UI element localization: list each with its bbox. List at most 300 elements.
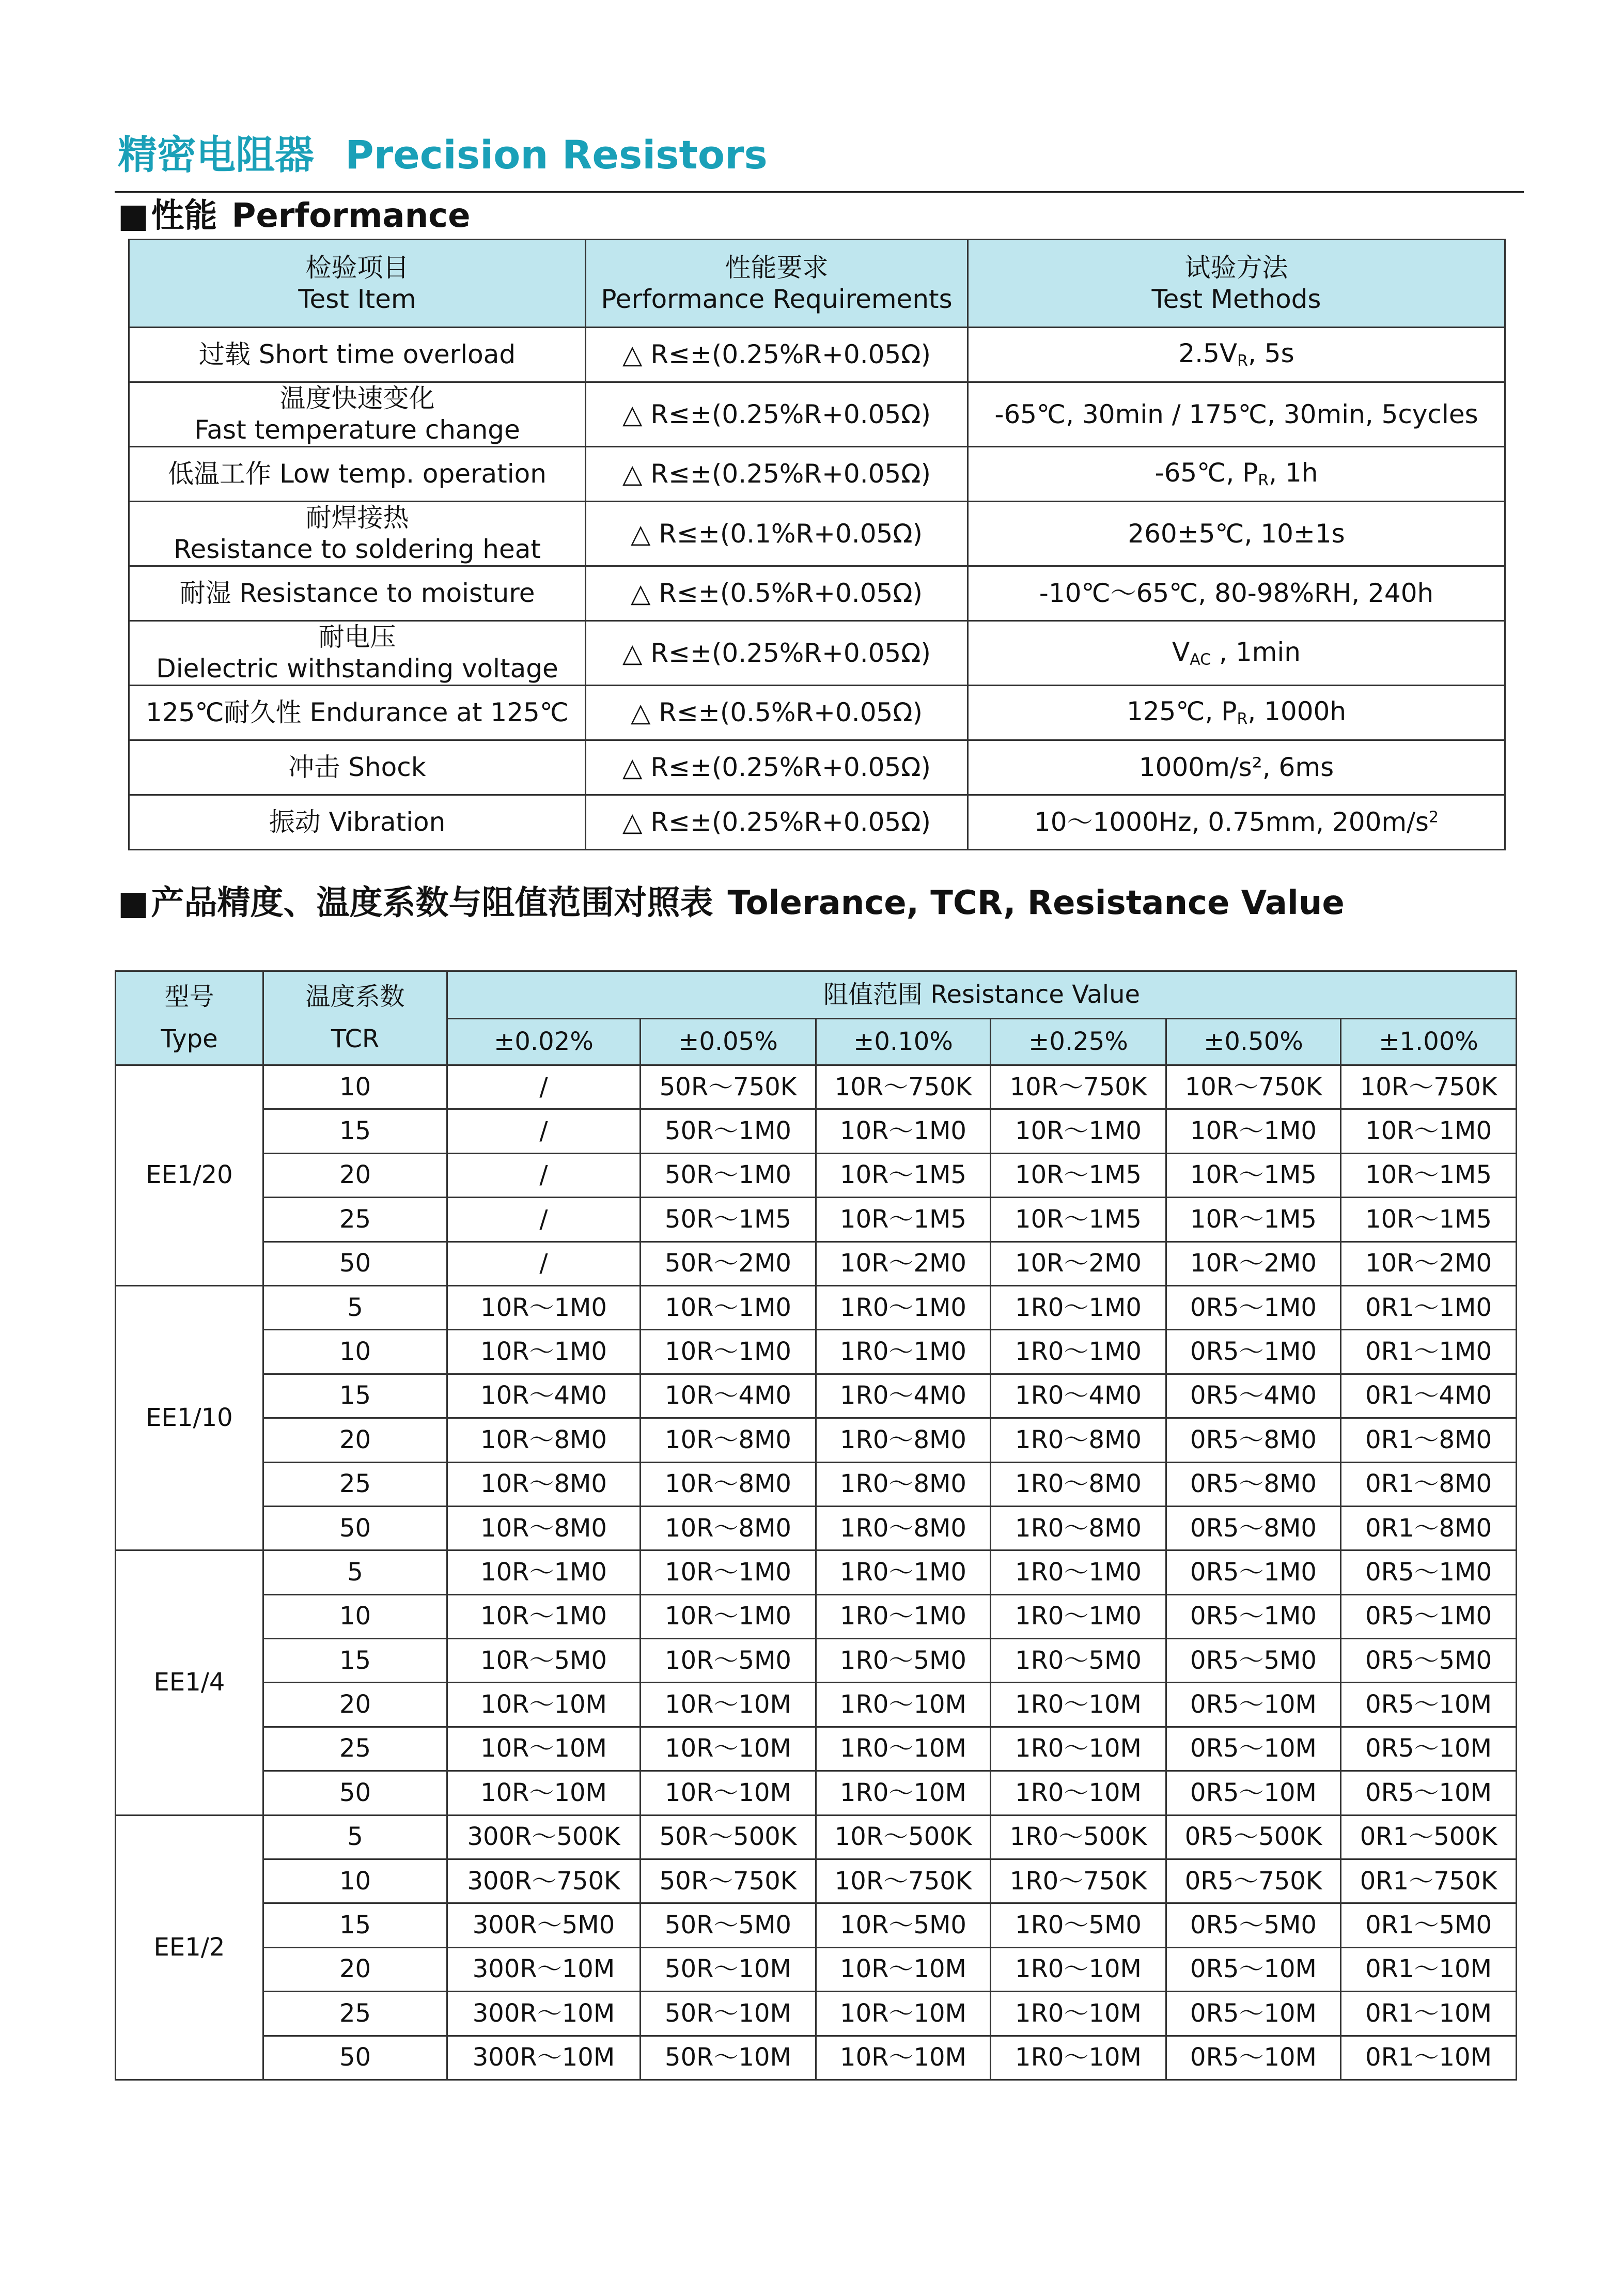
resistance-range-cell: 10R～500K bbox=[816, 1815, 991, 1859]
test-item-cell bbox=[129, 740, 586, 795]
col-test-item bbox=[129, 240, 586, 328]
performance-heading bbox=[118, 197, 471, 235]
tcr-cell: 10 bbox=[263, 1065, 447, 1109]
test-method-post: , 1000h bbox=[1247, 696, 1347, 727]
performance-table bbox=[128, 239, 1506, 850]
requirement-cell: △ R≤±(0.1%R+0.05Ω) bbox=[586, 502, 968, 566]
page-title-en: Precision Resistors bbox=[345, 132, 768, 178]
resistance-range-cell: 10R～8M0 bbox=[641, 1506, 816, 1550]
resistance-range-cell: 10R～750K bbox=[1166, 1065, 1341, 1109]
col-tolerance: ±0.02% bbox=[447, 1019, 641, 1065]
resistance-range-cell: 10R～8M0 bbox=[447, 1506, 641, 1550]
resistance-range-cell: 0R5～8M0 bbox=[1166, 1418, 1341, 1462]
table-row bbox=[129, 621, 1505, 686]
resistance-range-cell: 1R0～10M bbox=[991, 1683, 1166, 1727]
table-row bbox=[129, 328, 1505, 382]
tcr-cell: 20 bbox=[263, 1947, 447, 1991]
resistance-range-cell: 0R5～1M0 bbox=[1166, 1594, 1341, 1638]
col-resistance-range: 阻值范围 Resistance Value bbox=[447, 971, 1517, 1019]
resistance-range-cell: 10R～1M5 bbox=[1166, 1198, 1341, 1242]
test-item-en: Short time overload bbox=[258, 339, 516, 369]
resistance-range-cell: 10R～1M0 bbox=[991, 1109, 1166, 1153]
resistance-range-cell: 0R1～750K bbox=[1341, 1859, 1517, 1903]
resistance-range-cell: 10R～8M0 bbox=[447, 1418, 641, 1462]
resistance-range-cell: 10R～1M5 bbox=[991, 1153, 1166, 1197]
test-item-cn: 耐电压 bbox=[318, 622, 396, 652]
resistance-range-cell: 10R～750K bbox=[991, 1065, 1166, 1109]
resistance-range-cell: 10R～1M5 bbox=[1341, 1153, 1517, 1197]
col-test-methods bbox=[968, 240, 1505, 328]
test-method-sub: AC bbox=[1190, 650, 1211, 669]
resistance-range-cell: 0R5～500K bbox=[1166, 1815, 1341, 1859]
resistance-range-cell: 0R5～10M bbox=[1341, 1727, 1517, 1771]
table-row bbox=[129, 686, 1505, 740]
resistance-range-cell: 50R～2M0 bbox=[641, 1242, 816, 1285]
tcr-cell: 50 bbox=[263, 1771, 447, 1815]
table-row bbox=[116, 1992, 1517, 2036]
table-row bbox=[116, 1683, 1517, 1727]
tcr-cell: 50 bbox=[263, 1242, 447, 1285]
resistance-range-cell: 1R0～10M bbox=[816, 1771, 991, 1815]
resistance-range-cell: 0R1～1M0 bbox=[1341, 1330, 1517, 1374]
requirement-cell: △ R≤±(0.25%R+0.05Ω) bbox=[586, 447, 968, 502]
tcr-cell: 25 bbox=[263, 1992, 447, 2036]
tcr-cell: 25 bbox=[263, 1198, 447, 1242]
tcr-cell: 20 bbox=[263, 1683, 447, 1727]
resistance-range-cell: 10R～2M0 bbox=[991, 1242, 1166, 1285]
table-row bbox=[116, 1815, 1517, 1859]
resistance-range-cell: 0R5～10M bbox=[1166, 1683, 1341, 1727]
col-type-cn: 型号 bbox=[164, 982, 214, 1011]
resistance-range-cell: 10R～10M bbox=[816, 1992, 991, 2036]
tcr-cell: 15 bbox=[263, 1639, 447, 1683]
resistance-range-cell: 1R0～8M0 bbox=[991, 1462, 1166, 1506]
section-marker: ■ bbox=[118, 197, 149, 235]
table-row bbox=[116, 1418, 1517, 1462]
resistance-range-cell: 10R～1M0 bbox=[1166, 1109, 1341, 1153]
test-method-sub: R bbox=[1237, 352, 1248, 370]
resistance-range-cell: 1R0～5M0 bbox=[991, 1639, 1166, 1683]
test-item-cell bbox=[129, 328, 586, 382]
test-method-pre: -65℃, P bbox=[1154, 458, 1258, 488]
resistance-range-cell: 10R～10M bbox=[816, 1947, 991, 1991]
resistance-range-cell: 0R5～5M0 bbox=[1166, 1903, 1341, 1947]
col-requirements bbox=[586, 240, 968, 328]
resistance-range-cell: 0R5～1M0 bbox=[1166, 1330, 1341, 1374]
col-test-methods-en: Test Methods bbox=[1151, 284, 1321, 314]
resistance-range-cell: 1R0～10M bbox=[991, 1947, 1166, 1991]
tolerance-table bbox=[115, 970, 1517, 2081]
performance-body bbox=[129, 328, 1505, 850]
resistance-range-cell: 1R0～10M bbox=[991, 1727, 1166, 1771]
resistance-range-cell: / bbox=[447, 1065, 641, 1109]
resistance-range-cell: 10R～8M0 bbox=[641, 1418, 816, 1462]
tcr-cell: 50 bbox=[263, 2036, 447, 2080]
test-item-en: Dielectric withstanding voltage bbox=[156, 654, 558, 684]
performance-header-row bbox=[129, 240, 1505, 328]
resistance-range-cell: 300R～10M bbox=[447, 1947, 641, 1991]
resistance-range-cell: 300R～500K bbox=[447, 1815, 641, 1859]
resistance-range-cell: 0R5～10M bbox=[1166, 1771, 1341, 1815]
resistance-range-cell: / bbox=[447, 1242, 641, 1285]
resistance-range-cell: 1R0～10M bbox=[816, 1683, 991, 1727]
resistance-range-cell: 0R1～10M bbox=[1341, 1947, 1517, 1991]
table-row bbox=[116, 1242, 1517, 1285]
resistance-range-cell: 10R～1M0 bbox=[447, 1550, 641, 1594]
resistance-range-cell: 50R～750K bbox=[641, 1859, 816, 1903]
table-row bbox=[116, 1639, 1517, 1683]
resistance-range-cell: 1R0～1M0 bbox=[991, 1550, 1166, 1594]
test-method-cell bbox=[968, 686, 1505, 740]
resistance-range-cell: / bbox=[447, 1109, 641, 1153]
resistance-range-cell: 10R～1M5 bbox=[816, 1198, 991, 1242]
test-method-pre: 260±5℃, 10±1s bbox=[1128, 518, 1345, 549]
tolerance-heading-en: Tolerance, TCR, Resistance Value bbox=[727, 884, 1345, 922]
table-row bbox=[129, 447, 1505, 502]
resistance-range-cell: 10R～5M0 bbox=[816, 1903, 991, 1947]
col-tolerance: ±0.50% bbox=[1166, 1019, 1341, 1065]
test-item-cn: 125℃耐久性 bbox=[146, 697, 302, 727]
resistance-range-cell: 50R～1M0 bbox=[641, 1153, 816, 1197]
test-item-cell bbox=[129, 621, 586, 686]
resistance-range-cell: 300R～5M0 bbox=[447, 1903, 641, 1947]
test-method-sub: R bbox=[1258, 471, 1269, 490]
table-row bbox=[129, 740, 1505, 795]
table-row bbox=[116, 1330, 1517, 1374]
test-item-cell bbox=[129, 686, 586, 740]
section-marker: ■ bbox=[118, 884, 149, 922]
test-item-cell bbox=[129, 382, 586, 447]
tcr-cell: 25 bbox=[263, 1462, 447, 1506]
tcr-cell: 15 bbox=[263, 1903, 447, 1947]
tolerance-heading bbox=[118, 884, 1345, 922]
resistance-range-cell: 10R～1M0 bbox=[641, 1285, 816, 1329]
tcr-cell: 15 bbox=[263, 1109, 447, 1153]
test-method-sup: 2 bbox=[1428, 808, 1439, 827]
resistance-range-cell: 0R1～8M0 bbox=[1341, 1462, 1517, 1506]
resistance-range-cell: 0R1～10M bbox=[1341, 1992, 1517, 2036]
resistance-range-cell: 1R0～750K bbox=[991, 1859, 1166, 1903]
resistance-range-cell: 10R～2M0 bbox=[1166, 1242, 1341, 1285]
table-row bbox=[116, 1594, 1517, 1638]
resistance-range-cell: 1R0～1M0 bbox=[991, 1330, 1166, 1374]
tcr-cell: 5 bbox=[263, 1815, 447, 1859]
test-method-cell bbox=[968, 382, 1505, 447]
resistance-range-cell: 0R5～8M0 bbox=[1166, 1462, 1341, 1506]
resistance-range-cell: 0R5～10M bbox=[1166, 1727, 1341, 1771]
test-method-cell bbox=[968, 795, 1505, 850]
test-item-en: Resistance to soldering heat bbox=[174, 534, 541, 564]
title-divider bbox=[115, 191, 1524, 193]
resistance-range-cell: 1R0～8M0 bbox=[816, 1418, 991, 1462]
test-method-pre: V bbox=[1172, 637, 1190, 667]
tcr-cell: 25 bbox=[263, 1727, 447, 1771]
tolerance-body bbox=[116, 1065, 1517, 2080]
test-method-pre: 10～1000Hz, 0.75mm, 200m/s bbox=[1034, 807, 1429, 837]
test-method-pre: -65℃, 30min / 175℃, 30min, 5cycles bbox=[994, 399, 1478, 429]
table-row bbox=[116, 1903, 1517, 1947]
table-row bbox=[116, 1506, 1517, 1550]
resistance-range-cell: 10R～750K bbox=[816, 1859, 991, 1903]
resistance-range-cell: 10R～1M0 bbox=[447, 1594, 641, 1638]
test-method-pre: 1000m/s², 6ms bbox=[1138, 752, 1334, 782]
requirement-cell: △ R≤±(0.5%R+0.05Ω) bbox=[586, 686, 968, 740]
resistance-range-cell: 0R5～10M bbox=[1166, 1992, 1341, 2036]
resistance-range-cell: 0R5～5M0 bbox=[1341, 1639, 1517, 1683]
resistance-range-cell: 10R～1M5 bbox=[816, 1153, 991, 1197]
resistance-range-cell: 0R5～4M0 bbox=[1166, 1374, 1341, 1418]
test-item-cell bbox=[129, 795, 586, 850]
resistance-range-cell: 0R1～8M0 bbox=[1341, 1418, 1517, 1462]
resistance-range-cell: 50R～500K bbox=[641, 1815, 816, 1859]
type-cell: EE1/10 bbox=[116, 1285, 263, 1550]
table-row bbox=[116, 1153, 1517, 1197]
test-item-cell bbox=[129, 447, 586, 502]
resistance-range-cell: 10R～8M0 bbox=[447, 1462, 641, 1506]
resistance-range-cell: 50R～10M bbox=[641, 1947, 816, 1991]
resistance-range-cell: 50R～5M0 bbox=[641, 1903, 816, 1947]
requirement-cell: △ R≤±(0.25%R+0.05Ω) bbox=[586, 795, 968, 850]
col-tcr bbox=[263, 971, 447, 1065]
tcr-cell: 5 bbox=[263, 1285, 447, 1329]
table-row bbox=[116, 1198, 1517, 1242]
table-row bbox=[129, 502, 1505, 566]
type-cell: EE1/20 bbox=[116, 1065, 263, 1286]
resistance-range-cell: 10R～1M0 bbox=[641, 1550, 816, 1594]
resistance-range-cell: 300R～750K bbox=[447, 1859, 641, 1903]
test-method-cell bbox=[968, 621, 1505, 686]
resistance-range-cell: 1R0～1M0 bbox=[991, 1285, 1166, 1329]
resistance-range-cell: / bbox=[447, 1153, 641, 1197]
resistance-range-cell: 0R5～10M bbox=[1341, 1771, 1517, 1815]
test-item-en: Low temp. operation bbox=[279, 459, 547, 489]
resistance-range-cell: 10R～1M0 bbox=[641, 1594, 816, 1638]
resistance-range-cell: 0R1～8M0 bbox=[1341, 1506, 1517, 1550]
col-type bbox=[116, 971, 263, 1065]
requirement-cell: △ R≤±(0.25%R+0.05Ω) bbox=[586, 328, 968, 382]
resistance-range-cell: 1R0～8M0 bbox=[816, 1506, 991, 1550]
resistance-range-cell: 1R0～1M0 bbox=[816, 1594, 991, 1638]
resistance-range-cell: 10R～750K bbox=[1341, 1065, 1517, 1109]
resistance-range-cell: 10R～10M bbox=[447, 1727, 641, 1771]
performance-heading-cn: 性能 bbox=[151, 197, 217, 235]
resistance-range-cell: 10R～1M0 bbox=[447, 1285, 641, 1329]
test-item-cn: 耐焊接热 bbox=[305, 503, 409, 533]
table-row bbox=[116, 1859, 1517, 1903]
resistance-range-cell: 0R1～5M0 bbox=[1341, 1903, 1517, 1947]
resistance-range-cell: 1R0～500K bbox=[991, 1815, 1166, 1859]
table-row bbox=[116, 1727, 1517, 1771]
resistance-range-cell: 1R0～5M0 bbox=[816, 1639, 991, 1683]
type-cell: EE1/2 bbox=[116, 1815, 263, 2080]
test-method-cell bbox=[968, 740, 1505, 795]
test-method-pre: 125℃, P bbox=[1126, 696, 1237, 727]
resistance-range-cell: 0R1～1M0 bbox=[1341, 1285, 1517, 1329]
requirement-cell: △ R≤±(0.5%R+0.05Ω) bbox=[586, 566, 968, 621]
col-requirements-en: Performance Requirements bbox=[601, 284, 953, 314]
test-item-cn: 振动 bbox=[269, 807, 321, 837]
resistance-range-cell: 10R～4M0 bbox=[447, 1374, 641, 1418]
resistance-range-cell: 10R～10M bbox=[641, 1727, 816, 1771]
resistance-range-cell: 0R5～1M0 bbox=[1166, 1285, 1341, 1329]
resistance-range-cell: 10R～5M0 bbox=[641, 1639, 816, 1683]
resistance-range-cell: 10R～1M0 bbox=[447, 1330, 641, 1374]
resistance-range-cell: 10R～1M5 bbox=[1166, 1153, 1341, 1197]
tcr-cell: 10 bbox=[263, 1594, 447, 1638]
resistance-range-cell: 50R～10M bbox=[641, 1992, 816, 2036]
resistance-range-cell: 10R～1M5 bbox=[991, 1198, 1166, 1242]
col-tolerance: ±1.00% bbox=[1341, 1019, 1517, 1065]
test-item-cn: 耐湿 bbox=[179, 578, 231, 608]
resistance-range-cell: 0R5～5M0 bbox=[1166, 1639, 1341, 1683]
requirement-cell: △ R≤±(0.25%R+0.05Ω) bbox=[586, 621, 968, 686]
resistance-range-cell: 50R～1M0 bbox=[641, 1109, 816, 1153]
resistance-range-cell: 10R～1M5 bbox=[1341, 1198, 1517, 1242]
col-tolerance: ±0.10% bbox=[816, 1019, 991, 1065]
table-row bbox=[116, 1947, 1517, 1991]
tolerance-heading-cn: 产品精度、温度系数与阻值范围对照表 bbox=[151, 884, 713, 922]
test-item-en: Resistance to moisture bbox=[239, 578, 535, 608]
resistance-range-cell: 10R～2M0 bbox=[816, 1242, 991, 1285]
test-item-cell bbox=[129, 566, 586, 621]
col-tcr-cn: 温度系数 bbox=[305, 982, 405, 1011]
resistance-range-cell: 10R～1M0 bbox=[816, 1109, 991, 1153]
tcr-cell: 50 bbox=[263, 1506, 447, 1550]
tcr-cell: 5 bbox=[263, 1550, 447, 1594]
resistance-range-cell: 1R0～8M0 bbox=[991, 1506, 1166, 1550]
col-test-item-cn: 检验项目 bbox=[305, 252, 409, 283]
type-cell: EE1/4 bbox=[116, 1550, 263, 1815]
tcr-cell: 10 bbox=[263, 1330, 447, 1374]
resistance-range-cell: 0R1～10M bbox=[1341, 2036, 1517, 2080]
resistance-range-cell: 10R～10M bbox=[641, 1771, 816, 1815]
resistance-range-cell: 10R～10M bbox=[447, 1683, 641, 1727]
page-title-cn: 精密电阻器 bbox=[118, 132, 314, 178]
resistance-range-cell: 1R0～10M bbox=[991, 1992, 1166, 2036]
resistance-range-cell: 50R～1M5 bbox=[641, 1198, 816, 1242]
test-item-cn: 冲击 bbox=[288, 752, 340, 782]
resistance-range-cell: 10R～1M0 bbox=[641, 1330, 816, 1374]
resistance-range-cell: 300R～10M bbox=[447, 2036, 641, 2080]
test-method-cell bbox=[968, 566, 1505, 621]
resistance-range-cell: 1R0～10M bbox=[991, 2036, 1166, 2080]
resistance-range-cell: 300R～10M bbox=[447, 1992, 641, 2036]
resistance-range-cell: 1R0～8M0 bbox=[816, 1462, 991, 1506]
resistance-range-cell: 0R5～750K bbox=[1166, 1859, 1341, 1903]
table-row bbox=[116, 1550, 1517, 1594]
resistance-range-cell: 0R1～4M0 bbox=[1341, 1374, 1517, 1418]
resistance-range-cell: 10R～10M bbox=[816, 2036, 991, 2080]
tolerance-header-row bbox=[116, 971, 1517, 1019]
tcr-cell: 10 bbox=[263, 1859, 447, 1903]
resistance-range-cell: 0R5～10M bbox=[1166, 2036, 1341, 2080]
col-tcr-en: TCR bbox=[331, 1024, 380, 1053]
test-item-cn: 低温工作 bbox=[168, 459, 272, 489]
resistance-range-cell: 1R0～1M0 bbox=[816, 1330, 991, 1374]
resistance-range-cell: 1R0～8M0 bbox=[991, 1418, 1166, 1462]
resistance-range-cell: 10R～10M bbox=[447, 1771, 641, 1815]
resistance-range-cell: 1R0～1M0 bbox=[991, 1594, 1166, 1638]
test-method-post: , 1min bbox=[1211, 637, 1301, 667]
resistance-range-cell: / bbox=[447, 1198, 641, 1242]
table-row bbox=[116, 1771, 1517, 1815]
page-title bbox=[118, 132, 768, 178]
resistance-range-cell: 50R～10M bbox=[641, 2036, 816, 2080]
test-method-pre: -10℃～65℃, 80-98%RH, 240h bbox=[1039, 578, 1434, 608]
requirement-cell: △ R≤±(0.25%R+0.05Ω) bbox=[586, 382, 968, 447]
test-item-en: Vibration bbox=[329, 807, 446, 837]
resistance-range-cell: 10R～8M0 bbox=[641, 1462, 816, 1506]
table-row bbox=[129, 382, 1505, 447]
test-method-cell bbox=[968, 502, 1505, 566]
resistance-range-cell: 1R0～4M0 bbox=[816, 1374, 991, 1418]
tcr-cell: 20 bbox=[263, 1418, 447, 1462]
test-item-cell bbox=[129, 502, 586, 566]
test-item-en: Shock bbox=[348, 752, 426, 782]
resistance-range-cell: 0R5～1M0 bbox=[1341, 1550, 1517, 1594]
table-row bbox=[116, 2036, 1517, 2080]
resistance-range-cell: 1R0～5M0 bbox=[991, 1903, 1166, 1947]
resistance-range-cell: 10R～4M0 bbox=[641, 1374, 816, 1418]
col-requirements-cn: 性能要求 bbox=[725, 252, 829, 283]
table-row bbox=[116, 1374, 1517, 1418]
resistance-range-cell: 0R5～1M0 bbox=[1341, 1594, 1517, 1638]
resistance-range-cell: 10R～2M0 bbox=[1341, 1242, 1517, 1285]
test-item-en: Fast temperature change bbox=[194, 415, 520, 445]
resistance-range-cell: 0R5～1M0 bbox=[1166, 1550, 1341, 1594]
resistance-range-cell: 1R0～10M bbox=[991, 1771, 1166, 1815]
col-type-en: Type bbox=[161, 1024, 218, 1053]
table-row bbox=[116, 1285, 1517, 1329]
test-item-cn: 过载 bbox=[198, 339, 251, 369]
col-test-item-en: Test Item bbox=[298, 284, 416, 314]
performance-heading-en: Performance bbox=[231, 197, 471, 235]
tcr-cell: 15 bbox=[263, 1374, 447, 1418]
test-method-cell bbox=[968, 447, 1505, 502]
test-method-sub: R bbox=[1237, 710, 1248, 728]
resistance-range-cell: 10R～5M0 bbox=[447, 1639, 641, 1683]
resistance-range-cell: 0R5～10M bbox=[1341, 1683, 1517, 1727]
resistance-range-cell: 1R0～4M0 bbox=[991, 1374, 1166, 1418]
resistance-range-cell: 10R～1M0 bbox=[1341, 1109, 1517, 1153]
resistance-range-cell: 1R0～1M0 bbox=[816, 1285, 991, 1329]
test-method-post: , 5s bbox=[1247, 338, 1294, 369]
resistance-range-cell: 1R0～1M0 bbox=[816, 1550, 991, 1594]
requirement-cell: △ R≤±(0.25%R+0.05Ω) bbox=[586, 740, 968, 795]
test-method-pre: 2.5V bbox=[1178, 338, 1238, 369]
table-row bbox=[116, 1462, 1517, 1506]
test-method-post: , 1h bbox=[1269, 458, 1318, 488]
tcr-cell: 20 bbox=[263, 1153, 447, 1197]
table-row bbox=[129, 566, 1505, 621]
col-tolerance: ±0.25% bbox=[991, 1019, 1166, 1065]
table-row bbox=[116, 1065, 1517, 1109]
col-test-methods-cn: 试验方法 bbox=[1184, 252, 1288, 283]
table-row bbox=[116, 1109, 1517, 1153]
resistance-range-cell: 50R～750K bbox=[641, 1065, 816, 1109]
test-item-cn: 温度快速变化 bbox=[279, 383, 435, 413]
test-method-cell bbox=[968, 328, 1505, 382]
resistance-range-cell: 1R0～10M bbox=[816, 1727, 991, 1771]
resistance-range-cell: 0R5～8M0 bbox=[1166, 1506, 1341, 1550]
test-item-en: Endurance at 125℃ bbox=[309, 697, 569, 727]
resistance-range-cell: 0R5～10M bbox=[1166, 1947, 1341, 1991]
resistance-range-cell: 10R～750K bbox=[816, 1065, 991, 1109]
table-row bbox=[129, 795, 1505, 850]
resistance-range-cell: 0R1～500K bbox=[1341, 1815, 1517, 1859]
resistance-range-cell: 10R～10M bbox=[641, 1683, 816, 1727]
col-tolerance: ±0.05% bbox=[641, 1019, 816, 1065]
